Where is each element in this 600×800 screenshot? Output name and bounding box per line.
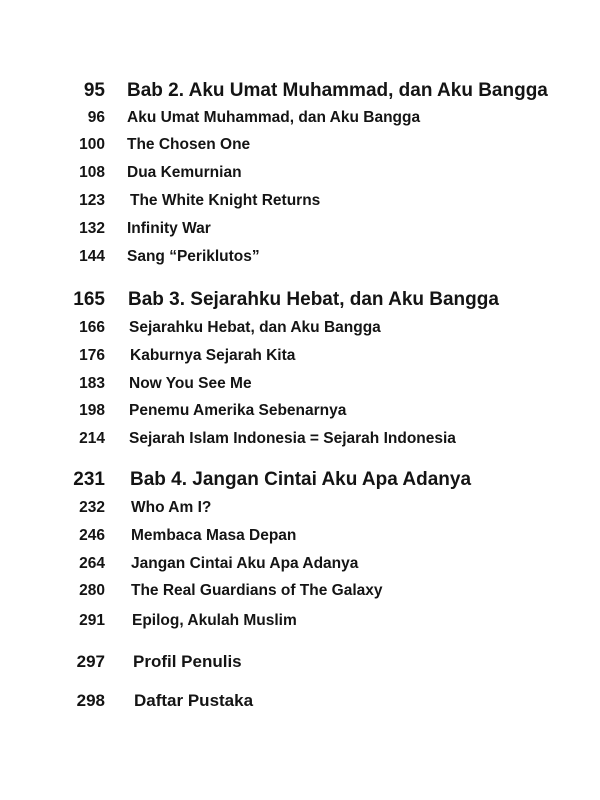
page-number: 214 [79, 430, 105, 447]
page-number: 144 [79, 248, 105, 265]
page-number: 264 [79, 555, 105, 572]
entry-title: Sejarah Islam Indonesia = Sejarah Indonesia [129, 430, 456, 447]
toc-entry [0, 430, 600, 460]
entry-title: Penemu Amerika Sebenarnya [129, 402, 347, 419]
page-number: 95 [83, 80, 105, 101]
page-number: 298 [76, 691, 105, 710]
page-number: 132 [79, 220, 105, 237]
page-number: 183 [79, 375, 105, 392]
page-number: 297 [76, 652, 105, 671]
page-number: 100 [79, 136, 105, 153]
page-number: 165 [73, 289, 105, 310]
toc-chapter-2 [0, 80, 600, 110]
entry-title: Sejarahku Hebat, dan Aku Bangga [129, 319, 381, 336]
toc-entry [0, 192, 600, 222]
toc-chapter-3 [0, 289, 600, 319]
toc-entry [0, 220, 600, 250]
page-number: 123 [79, 192, 105, 209]
toc-entry [0, 402, 600, 432]
entry-title: Dua Kemurnian [127, 164, 242, 181]
page-number: 96 [87, 109, 105, 126]
entry-title: Who Am I? [131, 499, 212, 516]
page-number: 280 [79, 582, 105, 599]
toc-entry [0, 248, 600, 278]
toc-end-entry [0, 652, 600, 682]
entry-title: The White Knight Returns [130, 192, 321, 209]
toc-entry [0, 109, 600, 139]
toc-chapter-4 [0, 469, 600, 499]
entry-title: Infinity War [127, 220, 211, 237]
entry-title: Jangan Cintai Aku Apa Adanya [131, 555, 359, 572]
page-number: 176 [79, 347, 105, 364]
toc-entry [0, 164, 600, 194]
entry-title: Now You See Me [129, 375, 252, 392]
toc-entry [0, 582, 600, 612]
entry-title: Epilog, Akulah Muslim [132, 612, 297, 629]
entry-title: Aku Umat Muhammad, dan Aku Bangga [127, 109, 421, 126]
toc-entry [0, 347, 600, 377]
toc-entry [0, 527, 600, 557]
page-number: 231 [73, 469, 105, 490]
page-number: 246 [79, 527, 105, 544]
page-number: 198 [79, 402, 105, 419]
page-number: 166 [79, 319, 105, 336]
chapter-title: Bab 2. Aku Umat Muhammad, dan Aku Bangga [127, 80, 548, 101]
entry-title: The Real Guardians of The Galaxy [131, 582, 383, 599]
page-number: 291 [79, 612, 105, 629]
entry-title: Daftar Pustaka [134, 691, 254, 710]
entry-title: Profil Penulis [133, 652, 242, 671]
entry-title: Sang “Periklutos” [127, 248, 260, 265]
page-number: 108 [79, 164, 105, 181]
toc-entry [0, 612, 600, 642]
chapter-title: Bab 3. Sejarahku Hebat, dan Aku Bangga [128, 289, 499, 310]
toc-entry [0, 136, 600, 166]
entry-title: Membaca Masa Depan [131, 527, 297, 544]
chapter-title: Bab 4. Jangan Cintai Aku Apa Adanya [130, 469, 472, 490]
entry-title: The Chosen One [127, 136, 251, 153]
toc-entry [0, 555, 600, 585]
toc-entry [0, 499, 600, 529]
entry-title: Kaburnya Sejarah Kita [130, 347, 296, 364]
page-number: 232 [79, 499, 105, 516]
toc-entry [0, 375, 600, 405]
toc-end-entry [0, 691, 600, 721]
toc-entry [0, 319, 600, 349]
